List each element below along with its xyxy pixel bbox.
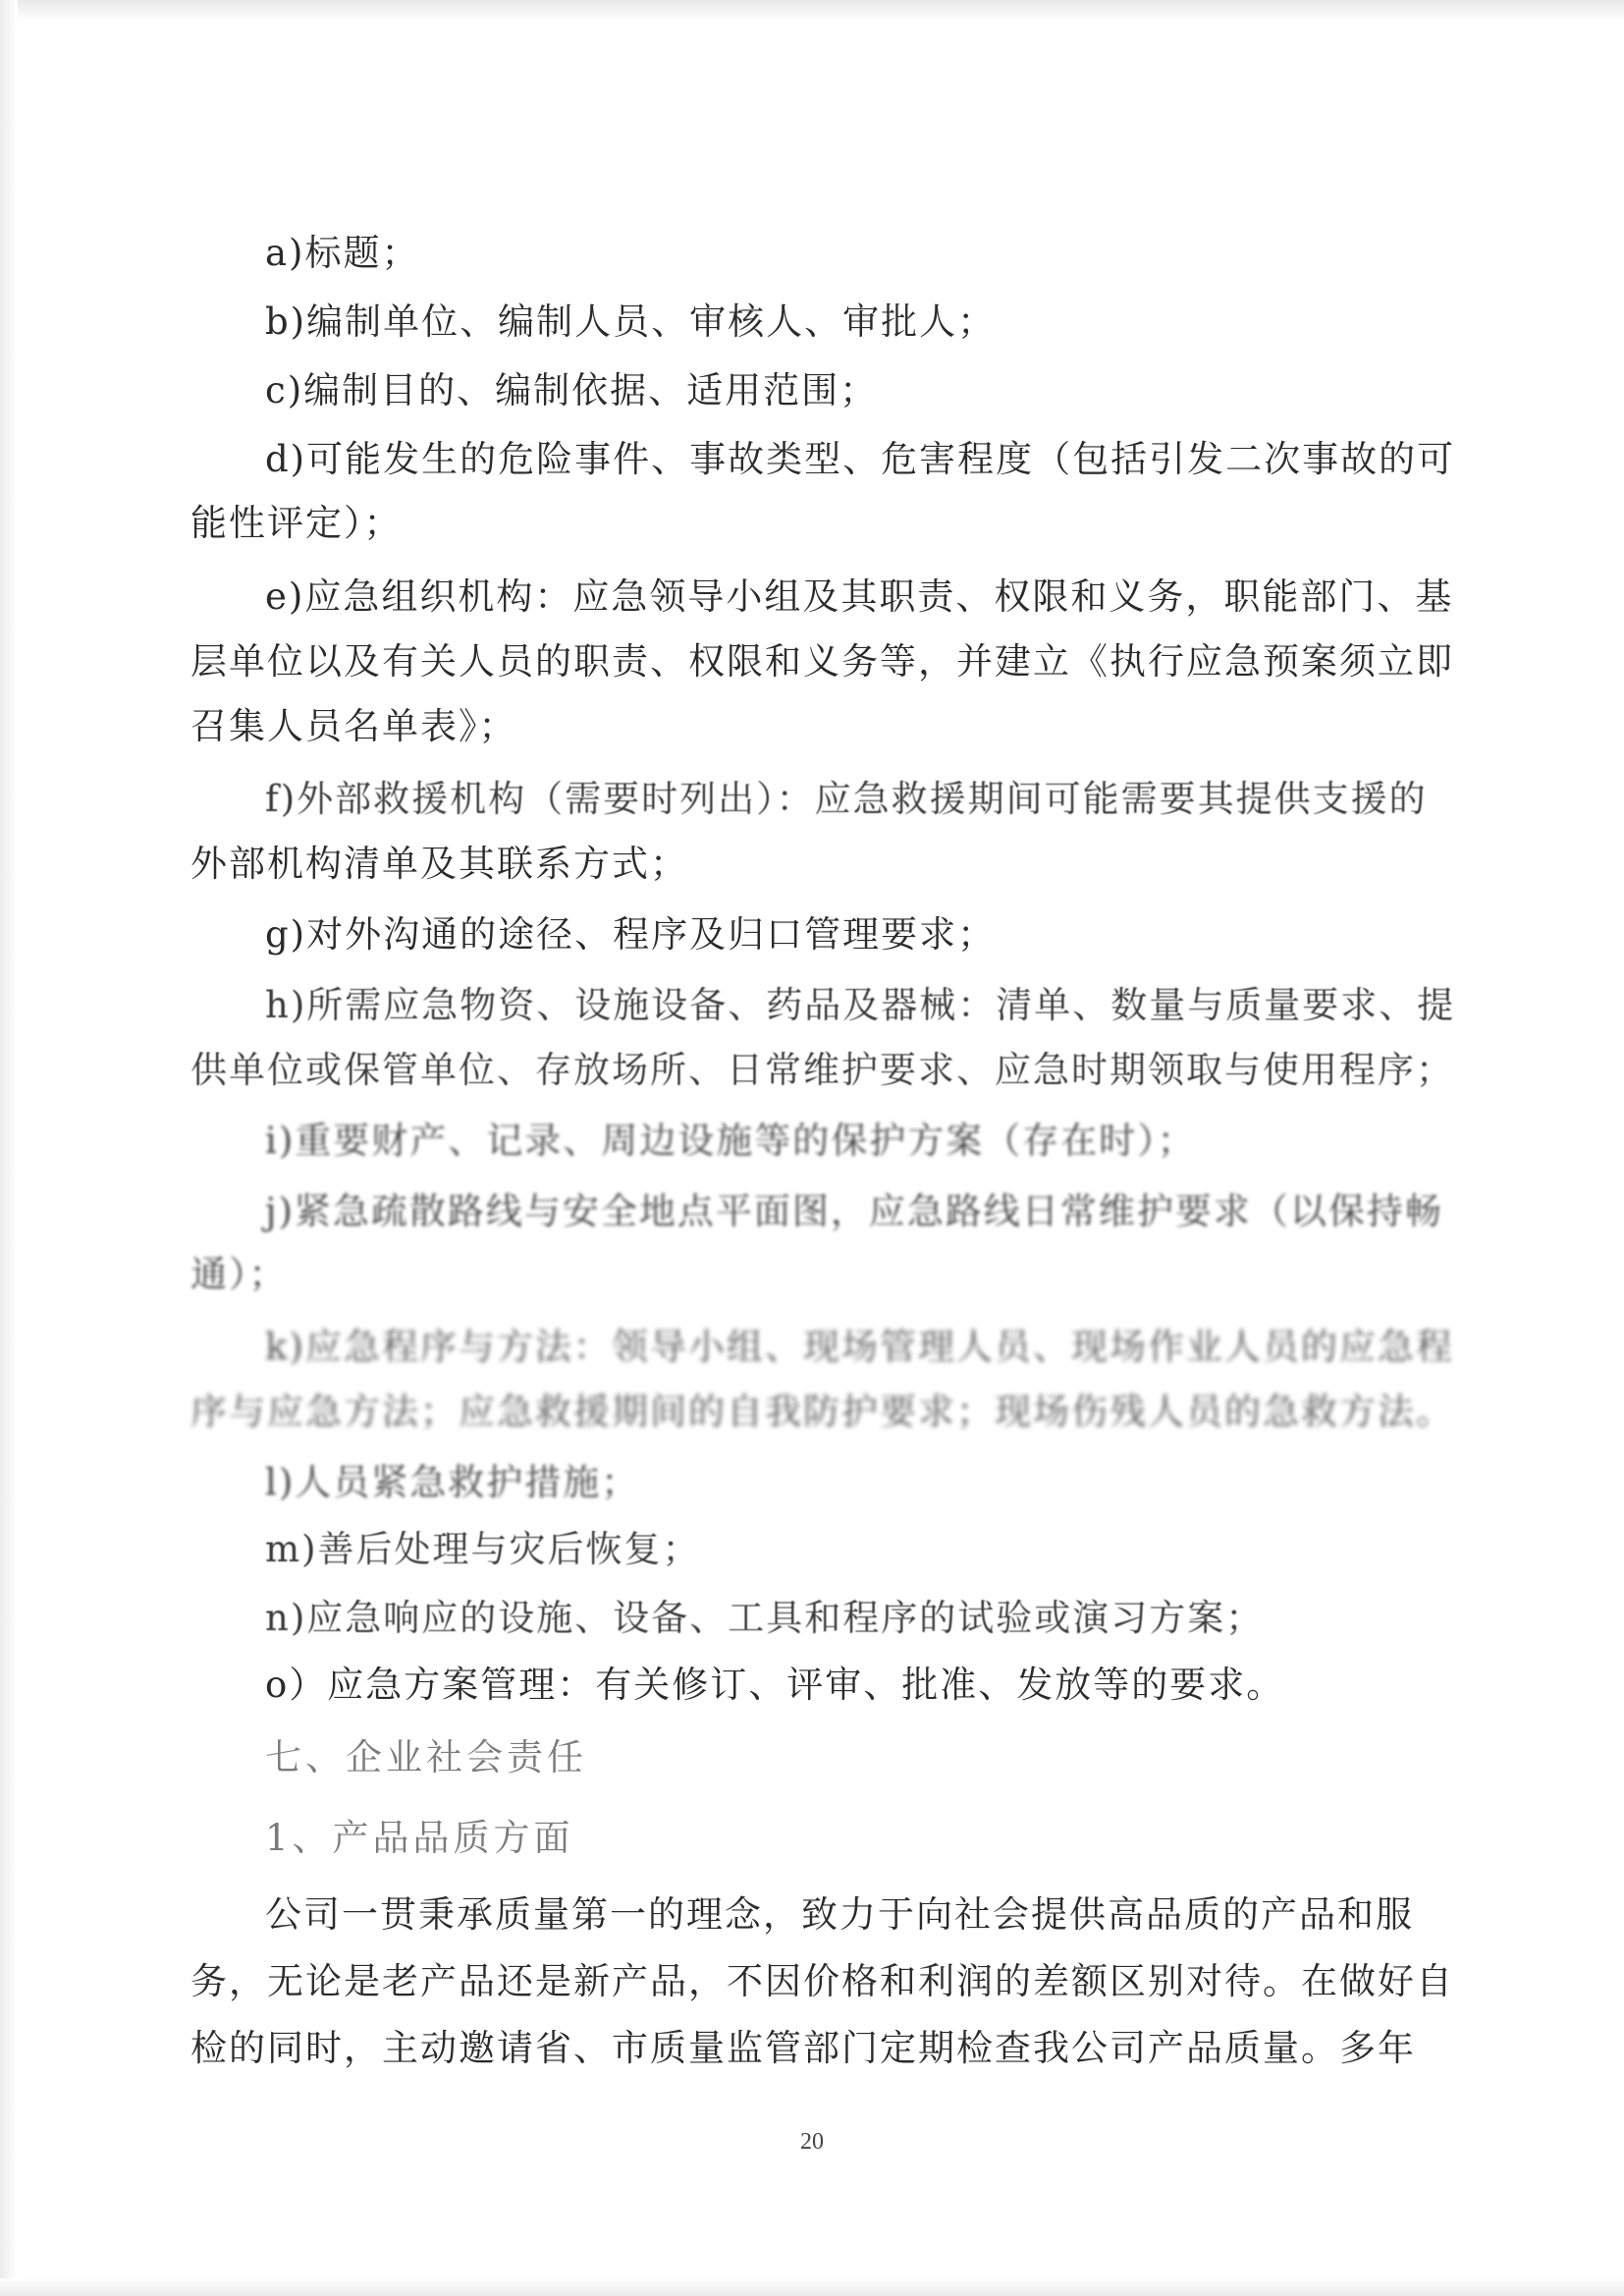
- item-m: m)善后处理与灾后恢复；: [265, 1528, 701, 1570]
- item-d-line-1: d)可能发生的危险事件、事故类型、危害程度（包括引发二次事故的可: [265, 438, 1456, 480]
- scan-edge-top: [0, 0, 1624, 22]
- item-n: n)应急响应的设施、设备、工具和程序的试验或演习方案；: [265, 1597, 1265, 1639]
- item-j-line-1: j)紧急疏散路线与安全地点平面图，应急路线日常维护要求（以保持畅: [265, 1190, 1443, 1232]
- item-k-line-1: k)应急程序与方法：领导小组、现场管理人员、现场作业人员的应急程: [265, 1326, 1454, 1368]
- item-h-line-2: 供单位或保管单位、存放场所、日常维护要求、应急时期领取与使用程序；: [190, 1049, 1454, 1091]
- item-e-line-1: e)应急组织机构：应急领导小组及其职责、权限和义务，职能部门、基: [265, 575, 1454, 618]
- item-j-line-2: 通）；: [190, 1253, 288, 1295]
- item-e-line-3: 召集人员名单表》；: [190, 705, 517, 747]
- section-heading: 七、企业社会责任: [265, 1736, 587, 1778]
- item-h-line-1: h)所需应急物资、设施设备、药品及器械：清单、数量与质量要求、提: [265, 984, 1456, 1026]
- item-e-line-2: 层单位以及有关人员的职责、权限和义务等，并建立《执行应急预案须立即: [190, 640, 1454, 683]
- item-d-line-2: 能性评定）；: [190, 502, 403, 544]
- item-f-line-2: 外部机构清单及其联系方式；: [190, 843, 688, 885]
- paragraph-line-1: 公司一贯秉承质量第一的理念，致力于向社会提供高品质的产品和服: [265, 1893, 1414, 1936]
- item-f-line-1: f)外部救援机构（需要时列出）：应急救援期间可能需要其提供支援的: [265, 778, 1428, 820]
- section-subheading: 1、产品品质方面: [265, 1817, 574, 1859]
- item-k-line-2: 序与应急方法；应急救援期间的自我防护要求；现场伤残人员的急救方法。: [190, 1391, 1454, 1433]
- paragraph-line-2: 务，无论是老产品还是新产品，不因价格和利润的差额区别对待。在做好自: [190, 1960, 1454, 2002]
- item-a: a)标题；: [265, 232, 420, 274]
- scan-edge-left: [0, 0, 18, 2296]
- page-number: 20: [800, 2129, 824, 2155]
- item-o: o）应急方案管理：有关修订、评审、批准、发放等的要求。: [265, 1664, 1285, 1706]
- scan-edge-bottom: [0, 2278, 1624, 2296]
- item-l: l)人员紧急救护措施；: [265, 1461, 640, 1503]
- item-b: b)编制单位、编制人员、审核人、审批人；: [265, 301, 997, 343]
- item-i: i)重要财产、记录、周边设施等的保护方案（存在时）；: [265, 1120, 1196, 1162]
- item-g: g)对外沟通的途径、程序及归口管理要求；: [265, 913, 997, 956]
- paragraph-line-3: 检的同时，主动邀请省、市质量监管部门定期检查我公司产品质量。多年: [190, 2027, 1416, 2069]
- item-c: c)编制目的、编制依据、适用范围；: [265, 369, 879, 411]
